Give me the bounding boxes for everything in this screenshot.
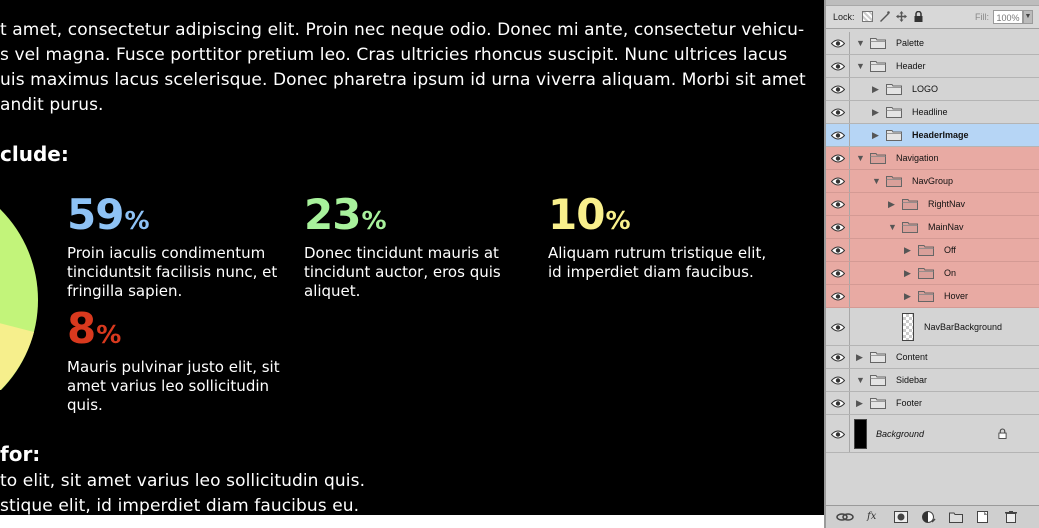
expand-right-icon[interactable]: ▶ bbox=[872, 130, 879, 140]
visibility-toggle[interactable] bbox=[826, 308, 850, 345]
folder-icon bbox=[886, 83, 902, 95]
stat-23 bbox=[304, 190, 534, 301]
expand-down-icon[interactable]: ▼ bbox=[856, 61, 865, 71]
layer-name: NavGroup bbox=[912, 176, 954, 186]
stat-description-line: tinciduntsit facilisis nunc, et bbox=[67, 263, 278, 281]
stat-description-line: quis. bbox=[67, 396, 103, 414]
paragraph-line-1: t amet, consectetur adipiscing elit. Proin nec neque odio. Donec mi ante, consectetur vehicu- bbox=[0, 20, 805, 40]
layer-thumbnail-icon bbox=[902, 313, 914, 341]
layer-name: On bbox=[944, 268, 957, 278]
folder-icon bbox=[870, 374, 886, 386]
layer-name: Hover bbox=[944, 291, 969, 301]
stat-value bbox=[67, 304, 297, 356]
eye-icon bbox=[831, 430, 845, 439]
visibility-toggle[interactable] bbox=[826, 78, 850, 100]
folder-icon bbox=[902, 198, 918, 210]
stat-description-line: id imperdiet diam faucibus. bbox=[548, 263, 754, 281]
visibility-toggle[interactable] bbox=[826, 415, 850, 452]
expand-right-icon[interactable]: ▶ bbox=[904, 245, 911, 255]
layer-name: Footer bbox=[896, 398, 923, 408]
lock-bar bbox=[826, 6, 1039, 29]
expand-right-icon[interactable]: ▶ bbox=[904, 268, 911, 278]
pie-chart bbox=[0, 180, 40, 390]
layer-name: NavBarBackground bbox=[924, 321, 1003, 332]
eye-icon bbox=[831, 200, 845, 209]
layer-row-navbarbackground[interactable] bbox=[826, 308, 1039, 346]
layer-name: Headline bbox=[912, 107, 948, 117]
stat-description bbox=[304, 244, 534, 301]
folder-icon bbox=[886, 129, 902, 141]
visibility-toggle[interactable] bbox=[826, 147, 850, 169]
stat-number: 59 bbox=[67, 190, 124, 239]
visibility-toggle[interactable] bbox=[826, 170, 850, 192]
folder-icon bbox=[918, 244, 934, 256]
paragraph-line-2: s vel magna. Fusce porttitor pretium leo. Cras ultricies rhoncus suscipit. Nunc ultrices lacus bbox=[0, 45, 788, 65]
expand-right-icon[interactable]: ▶ bbox=[872, 84, 879, 94]
expand-right-icon[interactable]: ▶ bbox=[904, 291, 911, 301]
folder-icon bbox=[886, 106, 902, 118]
layer-row-content[interactable] bbox=[826, 346, 1039, 369]
stat-unit: % bbox=[124, 206, 150, 235]
canvas-bottom-strip bbox=[0, 515, 824, 528]
stat-value bbox=[548, 190, 788, 242]
layer-row-headerimage[interactable] bbox=[826, 124, 1039, 147]
eye-icon bbox=[831, 108, 845, 117]
stat-description-line: Donec tincidunt mauris at bbox=[304, 244, 499, 262]
expand-right-icon[interactable]: ▶ bbox=[856, 352, 863, 362]
eye-icon bbox=[831, 177, 845, 186]
expand-right-icon[interactable]: ▶ bbox=[872, 107, 879, 117]
section-heading-for: for: bbox=[0, 442, 41, 466]
folder-icon bbox=[918, 267, 934, 279]
visibility-toggle[interactable] bbox=[826, 55, 850, 77]
layer-row-sidebar[interactable] bbox=[826, 369, 1039, 392]
visibility-toggle[interactable] bbox=[826, 239, 850, 261]
stat-description-line: Aliquam rutrum tristique elit, bbox=[548, 244, 767, 262]
stat-unit: % bbox=[96, 320, 122, 349]
folder-icon bbox=[902, 221, 918, 233]
section-heading-include: clude: bbox=[0, 142, 69, 166]
lock-image-icon[interactable] bbox=[879, 11, 890, 22]
eye-icon bbox=[831, 246, 845, 255]
stat-number: 10 bbox=[548, 190, 605, 239]
stat-description bbox=[67, 244, 297, 301]
paragraph-line-4: andit purus. bbox=[0, 95, 104, 115]
eye-icon bbox=[831, 399, 845, 408]
eye-icon bbox=[831, 39, 845, 48]
stat-unit: % bbox=[361, 206, 387, 235]
layer-name: RightNav bbox=[928, 199, 966, 209]
stat-value bbox=[304, 190, 534, 242]
layer-name: Content bbox=[896, 352, 928, 362]
layer-row-header[interactable] bbox=[826, 55, 1039, 78]
fill-label: Fill: bbox=[975, 12, 989, 22]
lock-all-icon[interactable] bbox=[913, 11, 924, 22]
trash-icon[interactable] bbox=[1004, 511, 1018, 523]
visibility-toggle[interactable] bbox=[826, 262, 850, 284]
expand-down-icon[interactable]: ▼ bbox=[888, 222, 897, 232]
layer-name: Header bbox=[896, 61, 926, 71]
layer-row-on[interactable] bbox=[826, 262, 1039, 285]
folder-icon bbox=[918, 290, 934, 302]
stat-description-line: fringilla sapien. bbox=[67, 282, 183, 300]
layer-name: Navigation bbox=[896, 153, 939, 163]
background-lock-icon bbox=[998, 428, 1007, 439]
folder-icon bbox=[870, 351, 886, 363]
layer-row-headline[interactable] bbox=[826, 101, 1039, 124]
adjustment-icon[interactable] bbox=[922, 511, 936, 523]
visibility-toggle[interactable] bbox=[826, 346, 850, 368]
link-icon[interactable] bbox=[836, 511, 854, 523]
expand-right-icon[interactable]: ▶ bbox=[856, 398, 863, 408]
stat-8 bbox=[67, 304, 297, 415]
layer-name: Palette bbox=[896, 38, 925, 48]
expand-down-icon[interactable]: ▼ bbox=[872, 176, 881, 186]
layers-panel bbox=[824, 0, 1039, 528]
visibility-toggle[interactable] bbox=[826, 369, 850, 391]
layer-row-footer[interactable] bbox=[826, 392, 1039, 415]
footer-line-2: stique elit, id imperdiet diam faucibus eu. bbox=[0, 496, 360, 515]
folder-icon bbox=[870, 60, 886, 72]
stat-description-line: Mauris pulvinar justo elit, sit bbox=[67, 358, 280, 376]
visibility-toggle[interactable] bbox=[826, 285, 850, 307]
stat-description-line: Proin iaculis condimentum bbox=[67, 244, 266, 262]
layer-row-background[interactable] bbox=[826, 415, 1039, 453]
visibility-toggle[interactable] bbox=[826, 216, 850, 238]
layer-row-hover[interactable] bbox=[826, 285, 1039, 308]
paragraph-line-3: uis maximus lacus scelerisque. Donec pharetra ipsum id urna viverra aliquam. Morbi sit amet bbox=[0, 70, 806, 90]
eye-icon bbox=[831, 353, 845, 362]
stat-number: 23 bbox=[304, 190, 361, 239]
new-layer-icon[interactable] bbox=[976, 511, 990, 523]
background-thumbnail-icon bbox=[854, 419, 867, 449]
stat-59 bbox=[67, 190, 297, 301]
layer-name: LOGO bbox=[912, 84, 939, 94]
eye-icon bbox=[831, 131, 845, 140]
fx-icon[interactable]: fx bbox=[867, 511, 877, 522]
eye-icon bbox=[831, 62, 845, 71]
stat-unit: % bbox=[605, 206, 631, 235]
stat-10 bbox=[548, 190, 788, 282]
layers-panel-footer bbox=[826, 505, 1039, 528]
stat-description-line: amet varius leo sollicitudin bbox=[67, 377, 270, 395]
eye-icon bbox=[831, 85, 845, 94]
layer-name: Background bbox=[876, 428, 925, 439]
visibility-toggle[interactable] bbox=[826, 101, 850, 123]
expand-right-icon[interactable]: ▶ bbox=[888, 199, 895, 209]
folder-icon bbox=[870, 152, 886, 164]
eye-icon bbox=[831, 269, 845, 278]
layer-row-off[interactable] bbox=[826, 239, 1039, 262]
visibility-toggle[interactable] bbox=[826, 193, 850, 215]
stat-number: 8 bbox=[67, 304, 96, 353]
layer-row-mainnav[interactable] bbox=[826, 216, 1039, 239]
stat-description bbox=[67, 358, 297, 415]
stat-description-line: tincidunt auctor, eros quis bbox=[304, 263, 501, 281]
mask-icon[interactable] bbox=[894, 511, 908, 523]
lock-label: Lock: bbox=[833, 12, 855, 22]
expand-down-icon[interactable]: ▼ bbox=[856, 38, 865, 48]
eye-icon bbox=[831, 376, 845, 385]
layer-row-palette[interactable] bbox=[826, 32, 1039, 55]
expand-down-icon[interactable]: ▼ bbox=[856, 375, 865, 385]
folder-icon bbox=[886, 175, 902, 187]
stat-description bbox=[548, 244, 788, 282]
layer-name: Sidebar bbox=[896, 375, 928, 385]
layer-row-navigation[interactable] bbox=[826, 147, 1039, 170]
new-group-icon[interactable] bbox=[949, 511, 963, 523]
eye-icon bbox=[831, 323, 845, 332]
eye-icon bbox=[831, 292, 845, 301]
visibility-toggle[interactable] bbox=[826, 392, 850, 414]
layer-name: MainNav bbox=[928, 222, 964, 232]
stat-description-line: aliquet. bbox=[304, 282, 361, 300]
fill-dropdown-icon[interactable]: ▼ bbox=[1023, 10, 1033, 24]
layer-name: Off bbox=[944, 245, 956, 255]
layer-row-logo[interactable] bbox=[826, 78, 1039, 101]
visibility-toggle[interactable] bbox=[826, 32, 850, 54]
lock-transparent-icon[interactable] bbox=[862, 11, 873, 22]
stat-value bbox=[67, 190, 297, 242]
expand-down-icon[interactable]: ▼ bbox=[856, 153, 865, 163]
visibility-toggle[interactable] bbox=[826, 124, 850, 146]
layer-row-rightnav[interactable] bbox=[826, 193, 1039, 216]
fill-input[interactable]: 100% bbox=[993, 10, 1023, 24]
eye-icon bbox=[831, 154, 845, 163]
folder-icon bbox=[870, 37, 886, 49]
layer-row-navgroup[interactable] bbox=[826, 170, 1039, 193]
layer-name: HeaderImage bbox=[912, 130, 969, 140]
eye-icon bbox=[831, 223, 845, 232]
folder-icon bbox=[870, 397, 886, 409]
footer-line-1: to elit, sit amet varius leo sollicitudin quis. bbox=[0, 471, 366, 491]
lock-position-icon[interactable] bbox=[896, 11, 907, 22]
